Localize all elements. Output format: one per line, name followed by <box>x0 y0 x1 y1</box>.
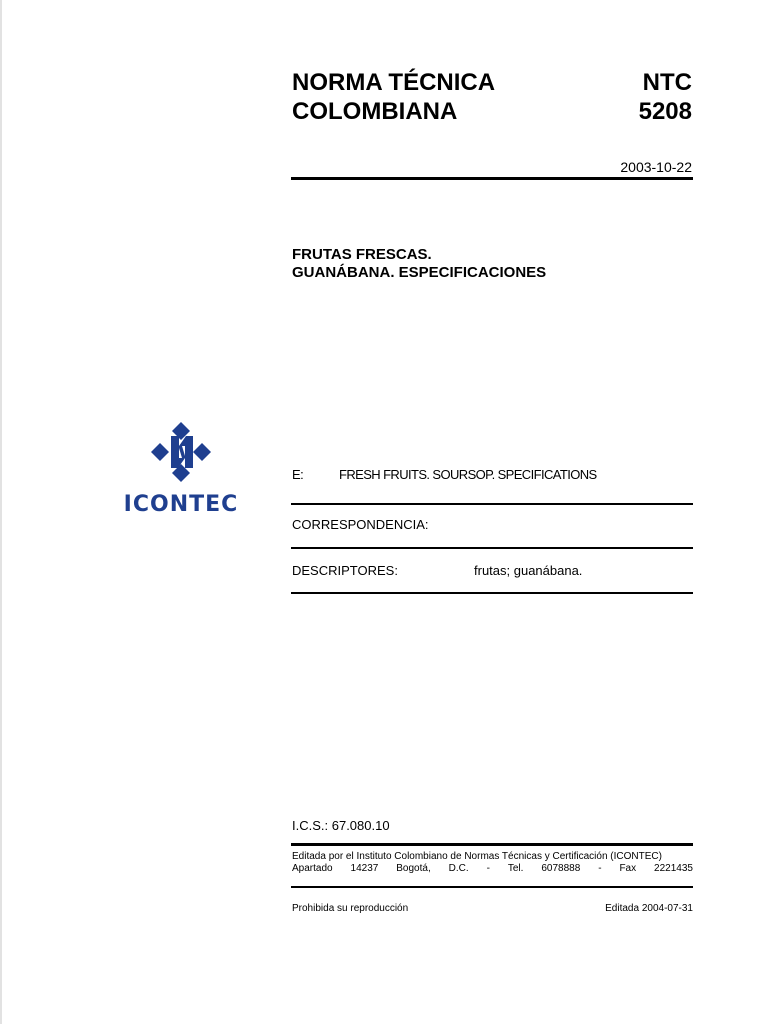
divider-1 <box>291 503 693 505</box>
norm-title-line-2: COLOMBIANA <box>292 98 458 125</box>
imprint-divider-top <box>291 843 693 846</box>
reproduction-notice: Prohibida su reproducción <box>292 903 409 914</box>
imprint-word: - <box>486 863 490 874</box>
imprint-word: Bogotá, <box>396 863 431 874</box>
page-edge <box>0 0 2 1024</box>
icontec-emblem-icon <box>122 420 240 492</box>
standard-subject <box>292 246 546 282</box>
divider-3 <box>291 592 693 594</box>
icontec-wordmark: ICONTEC <box>123 492 239 517</box>
norm-code-number: 5208 <box>638 98 692 125</box>
imprint-word: 14237 <box>350 863 379 874</box>
imprint-line-1: Editada por el Instituto Colombiano de Normas Técnicas y Certificación (ICONTEC) <box>292 851 662 862</box>
imprint-line-2 <box>292 863 693 875</box>
imprint-word: Tel. <box>507 863 524 874</box>
english-title-value: FRESH FRUITS. SOURSOP. SPECIFICATIONS <box>339 467 597 482</box>
icontec-logo <box>122 420 240 520</box>
english-title-label: E: <box>292 467 304 482</box>
imprint-word: 6078888 <box>541 863 581 874</box>
imprint-word: Apartado <box>292 863 333 874</box>
publisher-imprint <box>292 851 693 875</box>
subject-line-2: GUANÁBANA. ESPECIFICACIONES <box>292 264 547 281</box>
norm-code-prefix: NTC <box>642 69 692 96</box>
subject-line-1: FRUTAS FRESCAS. <box>292 246 432 263</box>
descriptores-value: frutas; guanábana. <box>474 563 583 578</box>
imprint-word: - <box>598 863 602 874</box>
descriptores-label: DESCRIPTORES: <box>292 563 398 578</box>
norm-code <box>639 68 692 126</box>
ics-code: I.C.S.: 67.080.10 <box>292 818 390 833</box>
divider-2 <box>291 547 693 549</box>
imprint-word: Fax <box>619 863 637 874</box>
norm-title <box>292 68 495 126</box>
imprint-divider-bottom <box>291 886 693 888</box>
header-divider <box>291 177 693 180</box>
imprint-word: 2221435 <box>654 863 693 874</box>
ratification-date: 2003-10-22 <box>620 159 692 175</box>
correspondencia-label: CORRESPONDENCIA: <box>292 517 429 532</box>
imprint-word: D.C. <box>448 863 469 874</box>
edition-date: Editada 2004-07-31 <box>605 903 693 914</box>
norm-title-line-1: NORMA TÉCNICA <box>292 69 496 96</box>
